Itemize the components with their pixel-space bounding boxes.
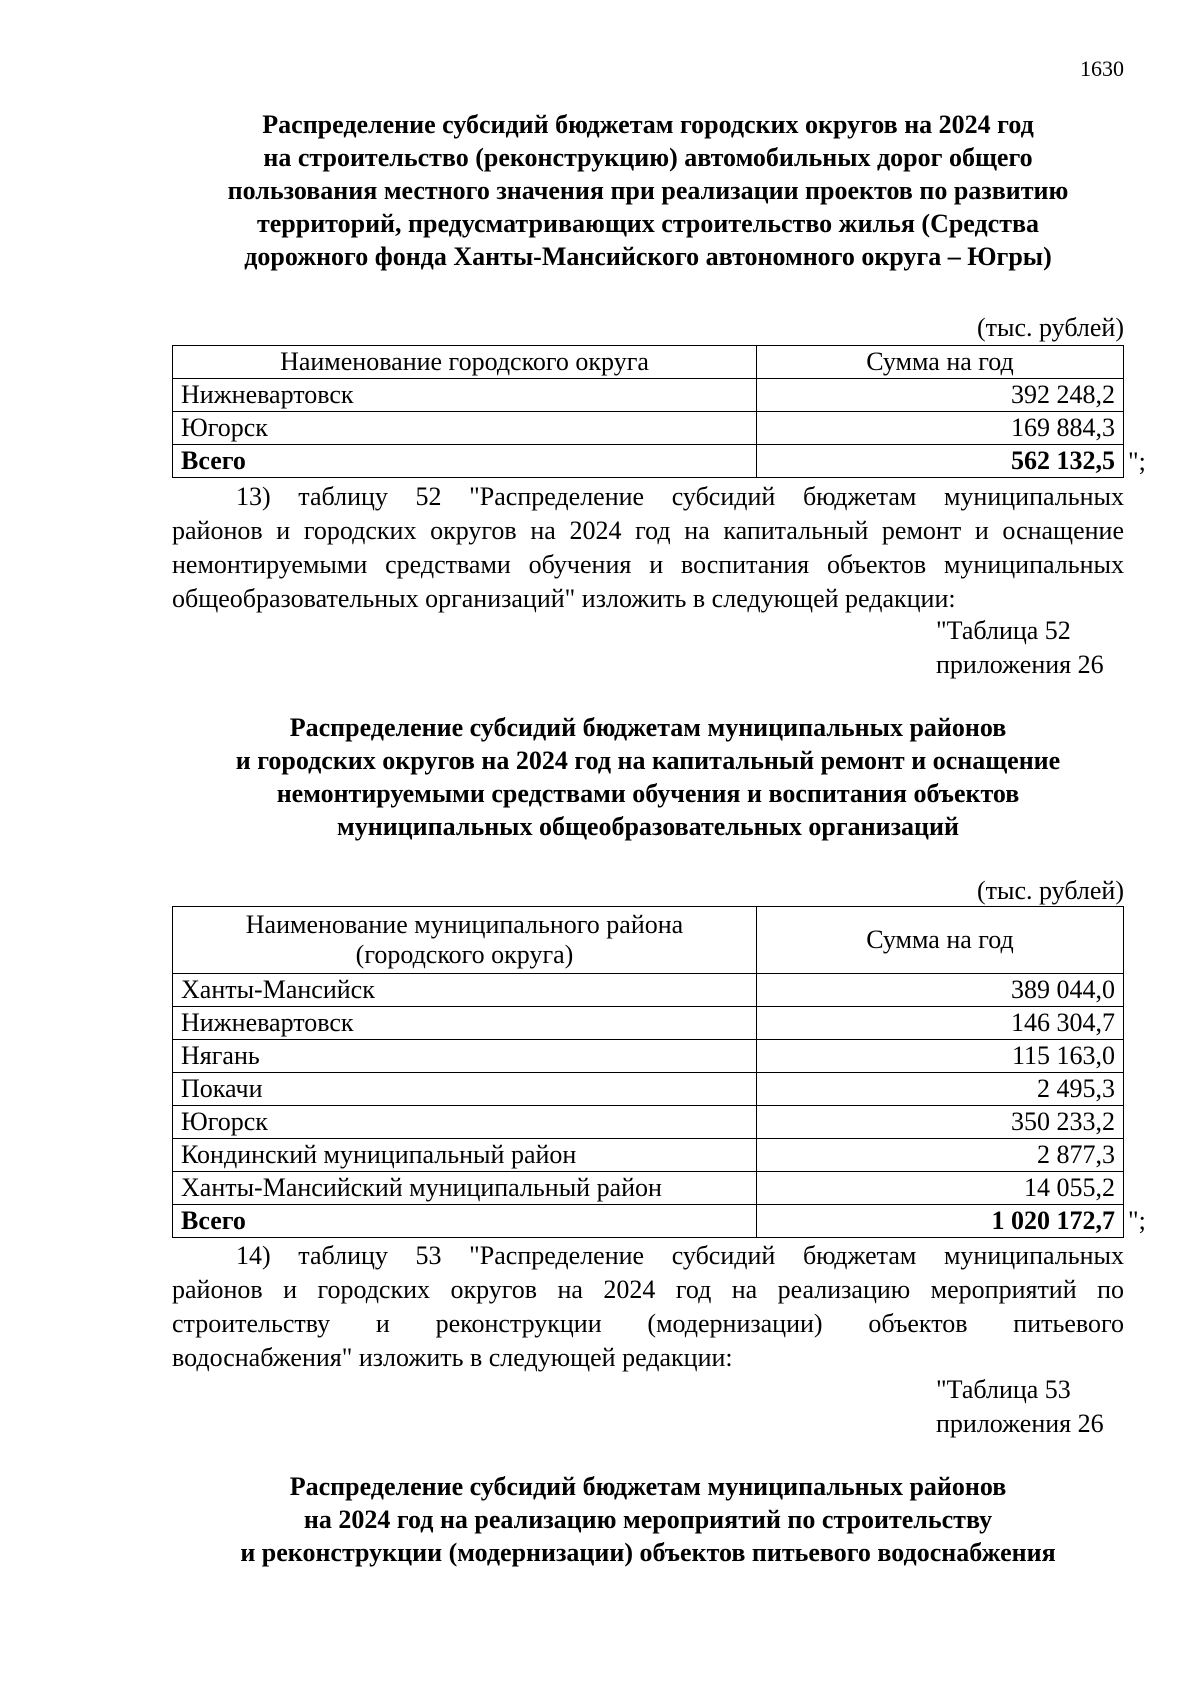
note-line: "Таблица 53 (936, 1375, 1071, 1404)
total-label: Всего (173, 1205, 757, 1238)
total-sum: 1 020 172,7 (757, 1205, 1124, 1238)
paragraph-line: строительству и реконструкции (модернизации) объектов питьевого (172, 1309, 1124, 1338)
title-line: дорожного фонда Ханты-Мансийского автономного округа – Югры) (244, 242, 1052, 271)
row-name: Ханты-Мансийский муниципальный район (173, 1172, 757, 1205)
paragraph-line: немонтируемыми средствами обучения и воспитания объектов муниципальных (172, 550, 1124, 579)
title-line: на 2024 год на реализацию мероприятий по строительству (303, 1505, 993, 1534)
header-sum: Сумма на год (757, 907, 1124, 974)
title-line: немонтируемыми средствами обучения и воспитания объектов (276, 779, 1020, 808)
title-line: Распределение субсидий бюджетам муниципальных районов (289, 1472, 1007, 1501)
row-name: Ханты-Мансийск (173, 974, 757, 1007)
title-line: муниципальных общеобразовательных организаций (337, 812, 959, 841)
row-sum: 146 304,7 (757, 1007, 1124, 1040)
table52-title (172, 711, 1124, 843)
row-sum: 392 248,2 (757, 379, 1124, 412)
row-name: Югорск (173, 412, 757, 445)
table-row (173, 1139, 1124, 1172)
row-sum: 14 055,2 (757, 1172, 1124, 1205)
row-sum: 389 044,0 (757, 974, 1124, 1007)
table52-closing: "; (1128, 1206, 1146, 1235)
title-line: на строительство (реконструкцию) автомобильных дорог общего (263, 143, 1033, 172)
page-number: 1630 (1080, 56, 1124, 81)
title-line: Распределение субсидий бюджетам городских округов на 2024 год (262, 110, 1034, 139)
table52-unit: (тыс. рублей) (976, 876, 1124, 905)
header-name (173, 907, 757, 974)
table51-closing: "; (1128, 447, 1146, 476)
paragraph-line: общеобразовательных организаций" изложить в следующей редакции: (172, 584, 956, 613)
row-sum: 350 233,2 (757, 1106, 1124, 1139)
row-name: Нягань (173, 1040, 757, 1073)
table-row (173, 1040, 1124, 1073)
table-row (173, 379, 1124, 412)
total-label: Всего (173, 445, 757, 478)
header-name-line: Наименование муниципального района (245, 910, 684, 939)
table-header-row (173, 907, 1124, 974)
table-total-row (173, 1205, 1124, 1238)
table-row (173, 1007, 1124, 1040)
total-sum: 562 132,5 (757, 445, 1124, 478)
row-name: Кондинский муниципальный район (173, 1139, 757, 1172)
table51-unit: (тыс. рублей) (976, 313, 1124, 342)
item14-paragraph (172, 1239, 1124, 1375)
table51 (172, 345, 1124, 478)
table52-note (936, 614, 1104, 682)
row-sum: 2 495,3 (757, 1073, 1124, 1106)
row-name: Нижневартовск (173, 1007, 757, 1040)
note-line: "Таблица 52 (936, 616, 1071, 645)
paragraph-line: 14) таблицу 53 "Распределение субсидий бюджетам муниципальных (236, 1241, 1124, 1270)
row-name: Югорск (173, 1106, 757, 1139)
header-sum: Сумма на год (757, 346, 1124, 379)
row-name: Нижневартовск (173, 379, 757, 412)
title-line: Распределение субсидий бюджетам муниципальных районов (289, 713, 1007, 742)
title-line: и реконструкции (модернизации) объектов питьевого водоснабжения (240, 1538, 1056, 1567)
header-name-line: (городского округа) (355, 940, 574, 969)
table-row (173, 1172, 1124, 1205)
paragraph-line: районов и городских округов на 2024 год на капитальный ремонт и оснащение (172, 516, 1124, 545)
header-name: Наименование городского округа (173, 346, 757, 379)
row-sum: 2 877,3 (757, 1139, 1124, 1172)
table-row (173, 1106, 1124, 1139)
row-name: Покачи (173, 1073, 757, 1106)
table-row (173, 1073, 1124, 1106)
paragraph-line: водоснабжения" изложить в следующей редакции: (172, 1343, 733, 1372)
table53-title (172, 1470, 1124, 1569)
item13-paragraph (172, 480, 1124, 616)
note-line: приложения 26 (936, 650, 1104, 679)
table-header-row (173, 346, 1124, 379)
table-row (173, 412, 1124, 445)
title-line: пользования местного значения при реализации проектов по развитию (227, 176, 1069, 205)
note-line: приложения 26 (936, 1409, 1104, 1438)
table-total-row (173, 445, 1124, 478)
paragraph-line: районов и городских округов на 2024 год на реализацию мероприятий по (172, 1275, 1124, 1304)
row-sum: 169 884,3 (757, 412, 1124, 445)
row-sum: 115 163,0 (757, 1040, 1124, 1073)
table52 (172, 906, 1124, 1238)
table51-title (172, 108, 1124, 273)
title-line: территорий, предусматривающих строительство жилья (Средства (256, 209, 1040, 238)
paragraph-line: 13) таблицу 52 "Распределение субсидий бюджетам муниципальных (236, 482, 1124, 511)
table53-note (936, 1373, 1104, 1441)
title-line: и городских округов на 2024 год на капитальный ремонт и оснащение (235, 746, 1061, 775)
table-row (173, 974, 1124, 1007)
